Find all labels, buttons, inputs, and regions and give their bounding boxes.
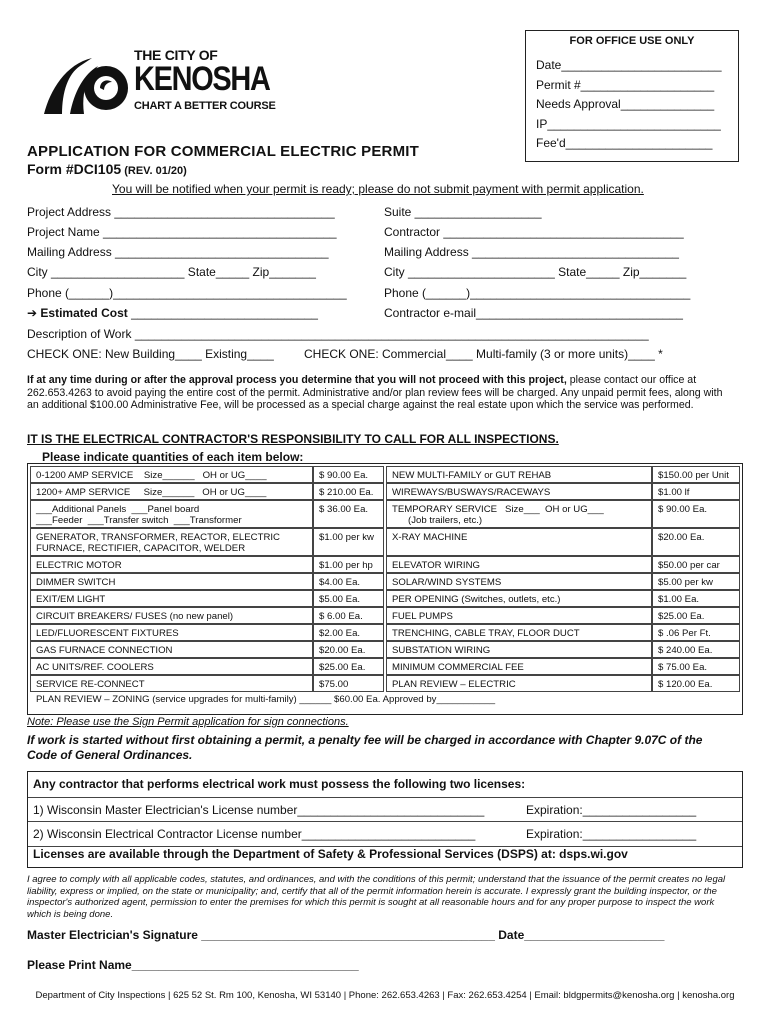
form-no: Form #DCI105 [27,161,122,177]
form-rev: (REV. 01/20) [121,165,187,177]
fee-right-fee-1: $1.00 lf [652,483,740,500]
licenses-box [27,771,743,868]
project-address-field[interactable]: Project Address _________________________________ [27,205,335,219]
fee-left-item-6[interactable]: EXIT/EM LIGHT [30,590,313,607]
fee-right-fee-7: $25.00 Ea. [652,607,740,624]
office-feed-field[interactable]: Fee'd______________________ [536,136,713,150]
fee-right-item-4[interactable]: ELEVATOR WIRING [386,556,652,573]
office-use-box [525,30,739,162]
city-field[interactable]: City ____________________ State_____ Zip_______ [27,265,316,279]
fee-right-item-2[interactable]: TEMPORARY SERVICE Size___ OH or UG___ (Job trailers, etc.) [386,500,652,528]
cancellation-notice [27,374,737,412]
master-license-field[interactable]: 1) Wisconsin Master Electrician's License number____________________________ [33,803,485,817]
fee-right-fee-4: $50.00 per car [652,556,740,573]
kenosha-logo-icon [40,52,132,122]
fee-left-item-10[interactable]: AC UNITS/REF. COOLERS [30,658,313,675]
fee-left-item-1[interactable]: 1200+ AMP SERVICE Size______ OH or UG____ [30,483,313,500]
agreement-text: I agree to comply with all applicable codes, statutes, and ordinances, and with the conditions of this permit; understand that the issuance of the permit creates no legal liability, express or implied, on the state or municipality; and, certify that all of the permit information herein is accurate. I expressly grant the building inspector, or the inspector's authorized agent, permission to enter the premises for which this permit is sought at all reasonable hours and for any proper purpose to inspect the work which is being done. [27,874,726,920]
check-use-type[interactable]: CHECK ONE: Commercial____ Multi-family (3 or more units)____ * [304,347,663,361]
fee-right-fee-5: $5.00 per kw [652,573,740,590]
contractor-email-field[interactable]: Contractor e-mail_______________________________ [384,306,683,320]
fee-right-fee-2: $ 90.00 Ea. [652,500,740,528]
master-expiration-field[interactable]: Expiration:_________________ [526,803,697,817]
fee-left-fee-2: $ 36.00 Ea. [313,500,384,528]
fee-left-item-5[interactable]: DIMMER SWITCH [30,573,313,590]
fee-table [27,463,743,715]
fee-left-fee-1: $ 210.00 Ea. [313,483,384,500]
office-date-field[interactable]: Date________________________ [536,58,722,72]
project-name-field[interactable]: Project Name ___________________________________ [27,225,337,239]
suite-field[interactable]: Suite ___________________ [384,205,542,219]
fee-left-item-8[interactable]: LED/FLUORESCENT FIXTURES [30,624,313,641]
page-title: APPLICATION FOR COMMERCIAL ELECTRIC PERMIT [27,143,420,160]
fee-left-fee-3: $1.00 per kw [313,528,384,556]
contractor-license-field[interactable]: 2) Wisconsin Electrical Contractor License number__________________________ [33,827,476,841]
fee-right-item-7[interactable]: FUEL PUMPS [386,607,652,624]
fee-left-fee-6: $5.00 Ea. [313,590,384,607]
fee-left-fee-11: $75.00 [313,675,384,692]
sign-permit-note: Note: Please use the Sign Permit application for sign connections. [27,716,349,728]
indicate-quantities: Please indicate quantities of each item below: [42,450,304,464]
contractor-mailing-field[interactable]: Mailing Address _______________________________ [384,245,679,259]
fee-right-fee-8: $ .06 Per Ft. [652,624,740,641]
fee-left-fee-5: $4.00 Ea. [313,573,384,590]
logo-kenosha: KENOSHA [134,60,270,98]
contractor-city-field[interactable]: City ______________________ State_____ Zip_______ [384,265,687,279]
fee-left-item-7[interactable]: CIRCUIT BREAKERS/ FUSES (no new panel) [30,607,313,624]
licenses-caption: Any contractor that performs electrical work must possess the following two licenses: [33,777,526,791]
fee-right-item-6[interactable]: PER OPENING (Switches, outlets, etc.) [386,590,652,607]
license-row-1 [28,797,742,822]
fee-left-item-2[interactable]: ___Additional Panels ___Panel board ___Feeder ___Transfer switch ___Transformer [30,500,313,528]
phone-field[interactable]: Phone (______)___________________________________ [27,286,347,300]
estimated-cost-field[interactable] [27,306,318,320]
fee-left-fee-9: $20.00 Ea. [313,641,384,658]
form-number [27,161,187,177]
fee-left-item-0[interactable]: 0-1200 AMP SERVICE Size______ OH or UG____ [30,466,313,483]
description-field[interactable]: Description of Work _____________________________________________________________________________ [27,327,649,341]
logo-tagline: CHART A BETTER COURSE [134,100,276,112]
license-row-2 [28,821,742,847]
fee-right-item-1[interactable]: WIREWAYS/BUSWAYS/RACEWAYS [386,483,652,500]
fee-left-fee-8: $2.00 Ea. [313,624,384,641]
responsibility-heading: IT IS THE ELECTRICAL CONTRACTOR'S RESPONSIBILITY TO CALL FOR ALL INSPECTIONS. [27,432,559,446]
check-building-type[interactable]: CHECK ONE: New Building____ Existing____ [27,347,274,361]
fee-right-item-8[interactable]: TRENCHING, CABLE TRAY, FLOOR DUCT [386,624,652,641]
arrow-right-icon: ➔ [27,306,38,320]
mailing-address-field[interactable]: Mailing Address ________________________________ [27,245,329,259]
fee-right-fee-0: $150.00 per Unit [652,466,740,483]
notice-bold: If at any time during or after the approval process you determine that you will not proceed with this project, [27,374,567,386]
penalty-notice: If work is started without first obtaining a permit, a penalty fee will be charged in accordance with Chapter 9.07C of the Code of General Ordinances. [27,733,703,762]
fee-left-item-11[interactable]: SERVICE RE-CONNECT [30,675,313,692]
fee-right-item-10[interactable]: MINIMUM COMMERCIAL FEE [386,658,652,675]
fee-right-fee-6: $1.00 Ea. [652,590,740,607]
fee-right-fee-10: $ 75.00 Ea. [652,658,740,675]
page-footer: Department of City Inspections | 625 52 St. Rm 100, Kenosha, WI 53140 | Phone: 262.653.4263 | Fax: 262.653.4254 | Email: bldgpermits@kenosha.org | kenosha.org [35,990,735,1001]
fee-left-fee-7: $ 6.00 Ea. [313,607,384,624]
fee-right-item-9[interactable]: SUBSTATION WIRING [386,641,652,658]
office-use-title: FOR OFFICE USE ONLY [569,35,695,47]
fee-left-item-9[interactable]: GAS FURNACE CONNECTION [30,641,313,658]
fee-right-item-11[interactable]: PLAN REVIEW – ELECTRIC [386,675,652,692]
fee-left-item-3[interactable]: GENERATOR, TRANSFORMER, REACTOR, ELECTRIC FURNACE, RECTIFIER, CAPACITOR, WELDER [30,528,313,556]
logo-city-of: THE CITY OF [134,47,218,63]
signature-field[interactable]: Master Electrician's Signature ____________________________________________ Date_____________________ [27,928,665,942]
estimated-cost-line: ____________________________ [127,306,318,320]
licenses-footer: Licenses are available through the Department of Safety & Professional Services (DSPS) at: dsps.wi.gov [33,847,628,861]
estimated-cost-label: Estimated Cost [40,306,128,320]
office-permit-field[interactable]: Permit #____________________ [536,77,715,92]
fee-left-item-4[interactable]: ELECTRIC MOTOR [30,556,313,573]
fee-left-fee-4: $1.00 per hp [313,556,384,573]
fee-right-fee-9: $ 240.00 Ea. [652,641,740,658]
print-name-field[interactable]: Please Print Name__________________________________ [27,958,359,972]
fee-left-fee-10: $25.00 Ea. [313,658,384,675]
office-approval-field[interactable]: Needs Approval______________ [536,97,715,111]
plan-review-zoning[interactable]: PLAN REVIEW – ZONING (service upgrades for multi-family) ______ $60.00 Ea. Approved by___________ [36,694,496,705]
notify-text: You will be notified when your permit is ready; please do not submit payment with permit application. [112,182,644,196]
fee-right-item-0[interactable]: NEW MULTI-FAMILY or GUT REHAB [386,466,652,483]
contractor-field[interactable]: Contractor ____________________________________ [384,225,684,239]
fee-right-fee-11: $ 120.00 Ea. [652,675,740,692]
fee-right-item-3[interactable]: X-RAY MACHINE [386,528,652,556]
notice-text: please contact our office at 262.653.4263 to avoid paying the entire cost of the permit. Administrative and/or plan review fees will be charged. Any unpaid permit fees, along with an additional $100.00 Administrative Fee, will be processed as a special charge against the real estate upon which the service was performed. [27,374,723,411]
fee-right-item-5[interactable]: SOLAR/WIND SYSTEMS [386,573,652,590]
contractor-expiration-field[interactable]: Expiration:_________________ [526,827,697,841]
fee-left-fee-0: $ 90.00 Ea. [313,466,384,483]
contractor-phone-field[interactable]: Phone (______)_________________________________ [384,286,691,300]
fee-right-fee-3: $20.00 Ea. [652,528,740,556]
office-ip-field[interactable]: IP__________________________ [536,116,721,131]
